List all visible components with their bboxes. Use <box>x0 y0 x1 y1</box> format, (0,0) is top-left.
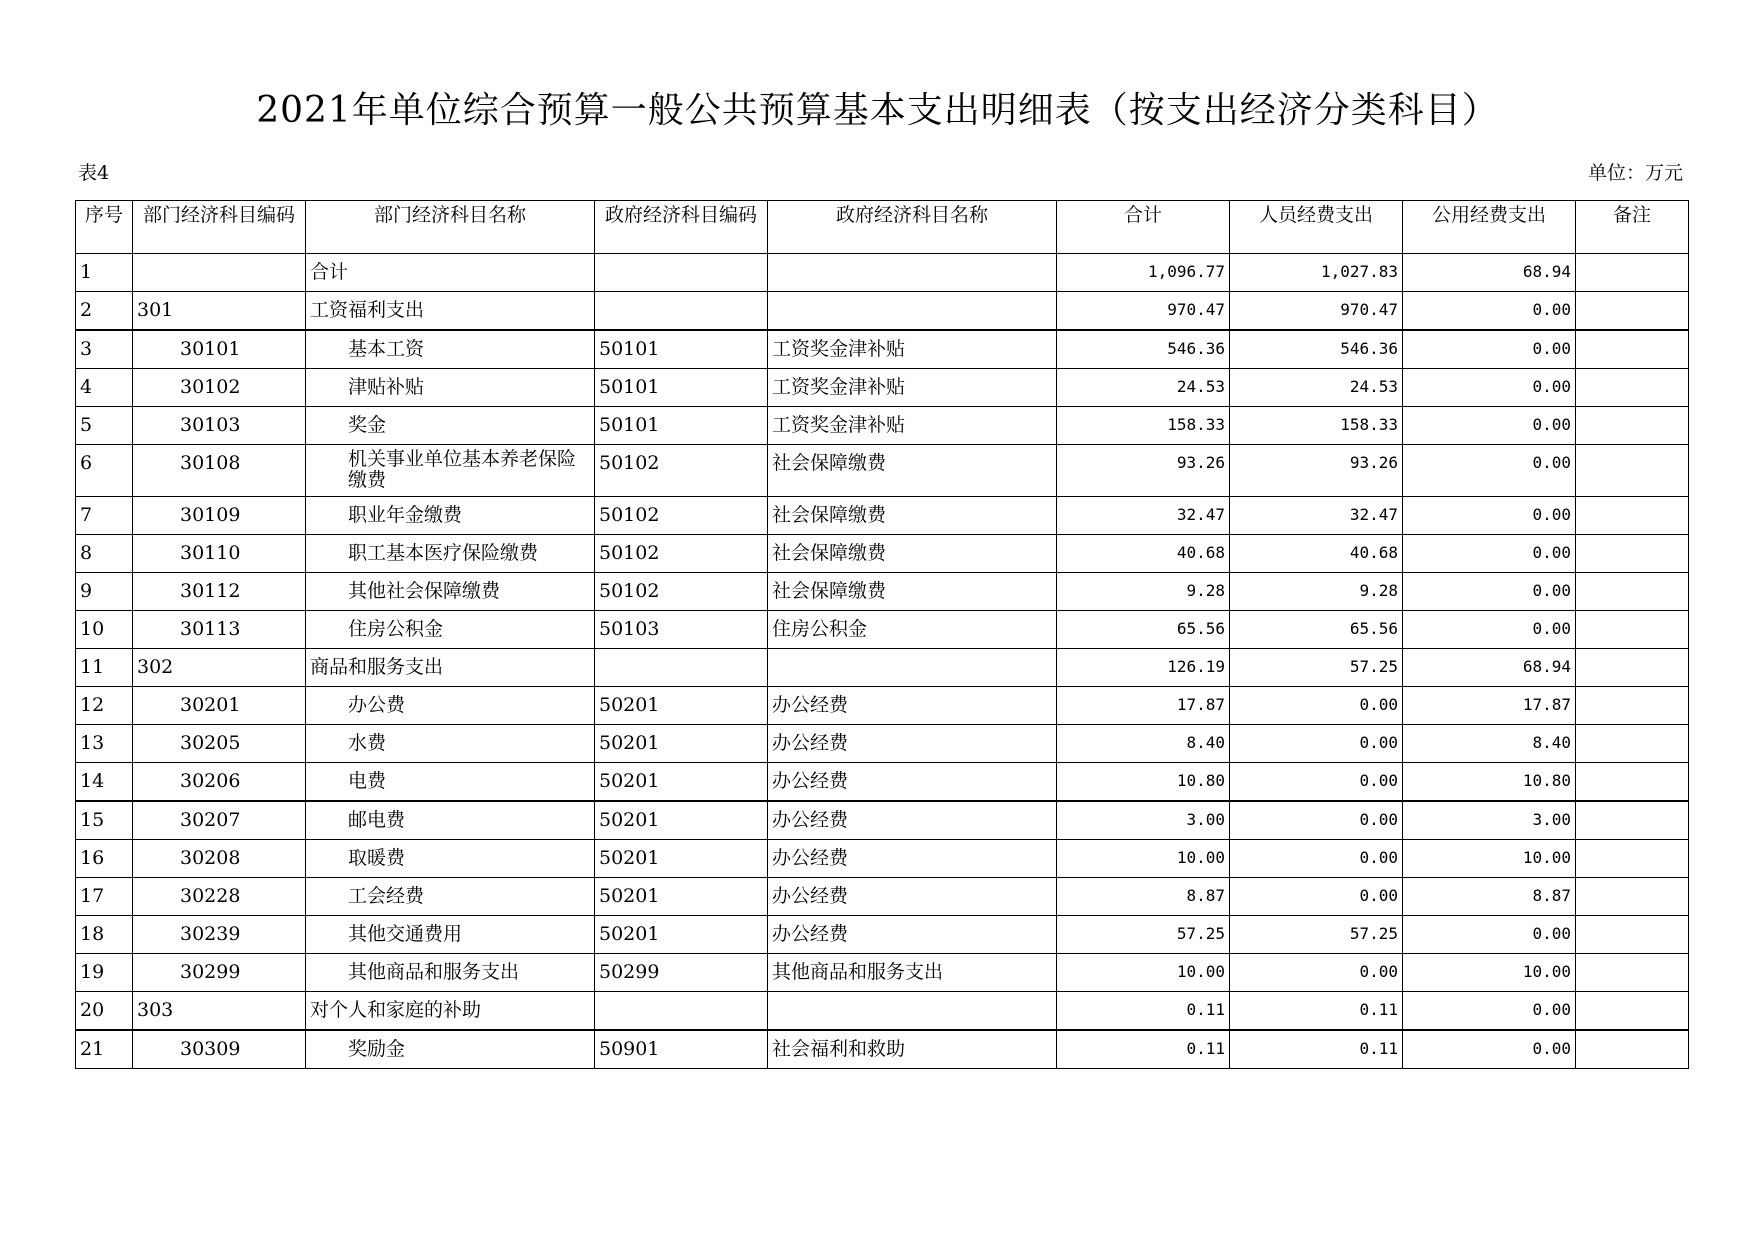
table-row <box>76 687 1689 725</box>
header-total: 合计 <box>1057 201 1230 254</box>
cell-public: 8.87 <box>1403 878 1576 916</box>
cell-gov-code: 50102 <box>595 497 768 535</box>
cell-seq: 19 <box>76 954 133 992</box>
cell-remark <box>1576 407 1689 445</box>
cell-remark <box>1576 535 1689 573</box>
cell-gov-code: 50102 <box>595 445 768 497</box>
cell-dept-code: 30108 <box>133 445 306 497</box>
cell-total: 40.68 <box>1057 535 1230 573</box>
cell-dept-code: 30109 <box>133 497 306 535</box>
table-row <box>76 254 1689 292</box>
cell-gov-code: 50201 <box>595 687 768 725</box>
cell-gov-name <box>768 254 1057 292</box>
cell-personnel: 970.47 <box>1230 292 1403 331</box>
cell-gov-name: 办公经费 <box>768 725 1057 763</box>
table-row <box>76 292 1689 331</box>
cell-dept-name: 办公费 <box>306 687 595 725</box>
cell-gov-code <box>595 992 768 1031</box>
cell-seq: 4 <box>76 369 133 407</box>
cell-gov-name: 工资奖金津补贴 <box>768 407 1057 445</box>
cell-total: 158.33 <box>1057 407 1230 445</box>
cell-remark <box>1576 725 1689 763</box>
cell-seq: 2 <box>76 292 133 331</box>
cell-dept-name: 对个人和家庭的补助 <box>306 992 595 1031</box>
cell-gov-name: 社会保障缴费 <box>768 573 1057 611</box>
cell-remark <box>1576 687 1689 725</box>
cell-public: 10.00 <box>1403 840 1576 878</box>
cell-dept-code: 301 <box>133 292 306 331</box>
cell-dept-code: 30101 <box>133 330 306 369</box>
table-row <box>76 369 1689 407</box>
cell-remark <box>1576 649 1689 687</box>
budget-table <box>75 200 1689 1069</box>
cell-seq: 15 <box>76 801 133 840</box>
cell-seq: 12 <box>76 687 133 725</box>
cell-dept-name: 住房公积金 <box>306 611 595 649</box>
cell-gov-name: 办公经费 <box>768 801 1057 840</box>
cell-dept-name: 奖金 <box>306 407 595 445</box>
cell-seq: 6 <box>76 445 133 497</box>
cell-dept-code: 303 <box>133 992 306 1031</box>
cell-seq: 14 <box>76 763 133 802</box>
cell-gov-code: 50201 <box>595 840 768 878</box>
table-row <box>76 1030 1689 1069</box>
cell-dept-name: 其他社会保障缴费 <box>306 573 595 611</box>
cell-dept-name: 工资福利支出 <box>306 292 595 331</box>
table-row <box>76 763 1689 802</box>
cell-seq: 7 <box>76 497 133 535</box>
cell-seq: 13 <box>76 725 133 763</box>
cell-dept-code: 30207 <box>133 801 306 840</box>
cell-total: 10.00 <box>1057 954 1230 992</box>
header-gov-name: 政府经济科目名称 <box>768 201 1057 254</box>
cell-dept-name: 奖励金 <box>306 1030 595 1069</box>
cell-public: 0.00 <box>1403 497 1576 535</box>
cell-dept-code <box>133 254 306 292</box>
cell-gov-code <box>595 649 768 687</box>
cell-personnel: 1,027.83 <box>1230 254 1403 292</box>
cell-dept-code: 30239 <box>133 916 306 954</box>
cell-public: 10.80 <box>1403 763 1576 802</box>
cell-gov-name: 社会保障缴费 <box>768 445 1057 497</box>
header-public: 公用经费支出 <box>1403 201 1576 254</box>
cell-total: 10.00 <box>1057 840 1230 878</box>
cell-remark <box>1576 573 1689 611</box>
table-row <box>76 407 1689 445</box>
cell-personnel: 0.11 <box>1230 1030 1403 1069</box>
table-row <box>76 801 1689 840</box>
cell-gov-code: 50201 <box>595 763 768 802</box>
cell-personnel: 9.28 <box>1230 573 1403 611</box>
cell-personnel: 0.00 <box>1230 763 1403 802</box>
cell-total: 1,096.77 <box>1057 254 1230 292</box>
cell-personnel: 57.25 <box>1230 916 1403 954</box>
table-row <box>76 878 1689 916</box>
cell-dept-name: 津贴补贴 <box>306 369 595 407</box>
cell-dept-code: 30228 <box>133 878 306 916</box>
cell-dept-name: 基本工资 <box>306 330 595 369</box>
cell-total: 8.40 <box>1057 725 1230 763</box>
cell-seq: 20 <box>76 992 133 1031</box>
cell-gov-code: 50102 <box>595 573 768 611</box>
cell-dept-name: 电费 <box>306 763 595 802</box>
cell-gov-code: 50201 <box>595 801 768 840</box>
cell-gov-code: 50901 <box>595 1030 768 1069</box>
header-gov-code: 政府经济科目编码 <box>595 201 768 254</box>
cell-seq: 11 <box>76 649 133 687</box>
cell-gov-code: 50101 <box>595 369 768 407</box>
cell-personnel: 65.56 <box>1230 611 1403 649</box>
unit-label: 单位：万元 <box>1587 162 1683 184</box>
table-row <box>76 330 1689 369</box>
cell-gov-name: 办公经费 <box>768 687 1057 725</box>
cell-total: 10.80 <box>1057 763 1230 802</box>
cell-dept-code: 30205 <box>133 725 306 763</box>
cell-remark <box>1576 992 1689 1031</box>
table-row <box>76 573 1689 611</box>
table-row <box>76 535 1689 573</box>
cell-seq: 16 <box>76 840 133 878</box>
cell-dept-name: 机关事业单位基本养老保险缴费 <box>306 445 595 497</box>
cell-public: 10.00 <box>1403 954 1576 992</box>
cell-public: 3.00 <box>1403 801 1576 840</box>
cell-total: 57.25 <box>1057 916 1230 954</box>
cell-remark <box>1576 369 1689 407</box>
table-row <box>76 445 1689 497</box>
cell-personnel: 0.00 <box>1230 954 1403 992</box>
table-row <box>76 649 1689 687</box>
cell-gov-name: 其他商品和服务支出 <box>768 954 1057 992</box>
cell-total: 9.28 <box>1057 573 1230 611</box>
cell-dept-name: 职业年金缴费 <box>306 497 595 535</box>
cell-total: 65.56 <box>1057 611 1230 649</box>
cell-gov-name: 社会保障缴费 <box>768 535 1057 573</box>
cell-seq: 18 <box>76 916 133 954</box>
cell-total: 0.11 <box>1057 1030 1230 1069</box>
cell-public: 0.00 <box>1403 992 1576 1031</box>
cell-dept-code: 30309 <box>133 1030 306 1069</box>
cell-public: 0.00 <box>1403 292 1576 331</box>
header-personnel: 人员经费支出 <box>1230 201 1403 254</box>
cell-public: 0.00 <box>1403 330 1576 369</box>
cell-dept-code: 30208 <box>133 840 306 878</box>
cell-total: 17.87 <box>1057 687 1230 725</box>
cell-personnel: 40.68 <box>1230 535 1403 573</box>
cell-remark <box>1576 1030 1689 1069</box>
cell-remark <box>1576 254 1689 292</box>
cell-personnel: 0.00 <box>1230 687 1403 725</box>
header-remark: 备注 <box>1576 201 1689 254</box>
cell-remark <box>1576 497 1689 535</box>
cell-total: 126.19 <box>1057 649 1230 687</box>
table-row <box>76 725 1689 763</box>
cell-dept-name: 其他商品和服务支出 <box>306 954 595 992</box>
cell-gov-code: 50103 <box>595 611 768 649</box>
cell-seq: 5 <box>76 407 133 445</box>
cell-remark <box>1576 878 1689 916</box>
cell-public: 0.00 <box>1403 916 1576 954</box>
cell-public: 0.00 <box>1403 445 1576 497</box>
cell-gov-code <box>595 292 768 331</box>
cell-total: 546.36 <box>1057 330 1230 369</box>
cell-public: 0.00 <box>1403 369 1576 407</box>
table-row <box>76 954 1689 992</box>
cell-remark <box>1576 611 1689 649</box>
cell-seq: 3 <box>76 330 133 369</box>
cell-gov-name: 办公经费 <box>768 878 1057 916</box>
cell-gov-code: 50102 <box>595 535 768 573</box>
cell-gov-code: 50101 <box>595 407 768 445</box>
cell-seq: 21 <box>76 1030 133 1069</box>
cell-personnel: 0.00 <box>1230 878 1403 916</box>
cell-remark <box>1576 445 1689 497</box>
header-dept-name: 部门经济科目名称 <box>306 201 595 254</box>
cell-gov-name: 办公经费 <box>768 840 1057 878</box>
cell-personnel: 0.00 <box>1230 840 1403 878</box>
cell-personnel: 24.53 <box>1230 369 1403 407</box>
cell-remark <box>1576 840 1689 878</box>
cell-remark <box>1576 763 1689 802</box>
cell-public: 17.87 <box>1403 687 1576 725</box>
cell-seq: 10 <box>76 611 133 649</box>
cell-seq: 9 <box>76 573 133 611</box>
cell-personnel: 158.33 <box>1230 407 1403 445</box>
cell-public: 0.00 <box>1403 1030 1576 1069</box>
cell-public: 0.00 <box>1403 407 1576 445</box>
cell-total: 32.47 <box>1057 497 1230 535</box>
cell-dept-code: 30206 <box>133 763 306 802</box>
cell-public: 68.94 <box>1403 649 1576 687</box>
cell-dept-name: 邮电费 <box>306 801 595 840</box>
cell-total: 970.47 <box>1057 292 1230 331</box>
cell-seq: 17 <box>76 878 133 916</box>
cell-dept-code: 30201 <box>133 687 306 725</box>
cell-personnel: 0.11 <box>1230 992 1403 1031</box>
cell-gov-code: 50299 <box>595 954 768 992</box>
cell-dept-code: 30103 <box>133 407 306 445</box>
cell-remark <box>1576 330 1689 369</box>
cell-gov-code: 50201 <box>595 916 768 954</box>
cell-gov-name: 工资奖金津补贴 <box>768 369 1057 407</box>
cell-gov-code: 50201 <box>595 878 768 916</box>
cell-dept-name: 其他交通费用 <box>306 916 595 954</box>
cell-seq: 1 <box>76 254 133 292</box>
cell-remark <box>1576 292 1689 331</box>
cell-gov-code: 50101 <box>595 330 768 369</box>
cell-gov-name: 社会保障缴费 <box>768 497 1057 535</box>
cell-dept-name: 商品和服务支出 <box>306 649 595 687</box>
cell-gov-name: 社会福利和救助 <box>768 1030 1057 1069</box>
cell-gov-code: 50201 <box>595 725 768 763</box>
cell-dept-code: 30113 <box>133 611 306 649</box>
cell-dept-name: 水费 <box>306 725 595 763</box>
table-row <box>76 992 1689 1031</box>
cell-public: 0.00 <box>1403 573 1576 611</box>
cell-gov-name <box>768 649 1057 687</box>
cell-dept-name: 职工基本医疗保险缴费 <box>306 535 595 573</box>
header-dept-code: 部门经济科目编码 <box>133 201 306 254</box>
header-row <box>76 201 1689 254</box>
cell-gov-code <box>595 254 768 292</box>
cell-dept-name: 工会经费 <box>306 878 595 916</box>
cell-gov-name: 办公经费 <box>768 763 1057 802</box>
page-title: 2021年单位综合预算一般公共预算基本支出明细表（按支出经济分类科目） <box>256 90 1499 131</box>
cell-personnel: 32.47 <box>1230 497 1403 535</box>
cell-total: 3.00 <box>1057 801 1230 840</box>
table-row <box>76 916 1689 954</box>
cell-dept-name: 合计 <box>306 254 595 292</box>
cell-dept-code: 30112 <box>133 573 306 611</box>
cell-total: 8.87 <box>1057 878 1230 916</box>
header-seq: 序号 <box>76 201 133 254</box>
cell-seq: 8 <box>76 535 133 573</box>
cell-dept-code: 30299 <box>133 954 306 992</box>
cell-gov-name: 住房公积金 <box>768 611 1057 649</box>
table-row <box>76 840 1689 878</box>
cell-dept-code: 302 <box>133 649 306 687</box>
cell-total: 93.26 <box>1057 445 1230 497</box>
cell-public: 8.40 <box>1403 725 1576 763</box>
cell-total: 24.53 <box>1057 369 1230 407</box>
cell-gov-name: 工资奖金津补贴 <box>768 330 1057 369</box>
cell-public: 0.00 <box>1403 611 1576 649</box>
cell-personnel: 0.00 <box>1230 725 1403 763</box>
cell-dept-code: 30102 <box>133 369 306 407</box>
cell-personnel: 93.26 <box>1230 445 1403 497</box>
cell-personnel: 546.36 <box>1230 330 1403 369</box>
table-row <box>76 611 1689 649</box>
cell-gov-name <box>768 992 1057 1031</box>
cell-public: 0.00 <box>1403 535 1576 573</box>
cell-personnel: 57.25 <box>1230 649 1403 687</box>
table-row <box>76 497 1689 535</box>
cell-remark <box>1576 954 1689 992</box>
cell-remark <box>1576 801 1689 840</box>
cell-personnel: 0.00 <box>1230 801 1403 840</box>
table-number: 表4 <box>78 162 110 184</box>
cell-total: 0.11 <box>1057 992 1230 1031</box>
cell-dept-name: 取暖费 <box>306 840 595 878</box>
cell-public: 68.94 <box>1403 254 1576 292</box>
cell-remark <box>1576 916 1689 954</box>
cell-dept-code: 30110 <box>133 535 306 573</box>
cell-gov-name <box>768 292 1057 331</box>
cell-gov-name: 办公经费 <box>768 916 1057 954</box>
